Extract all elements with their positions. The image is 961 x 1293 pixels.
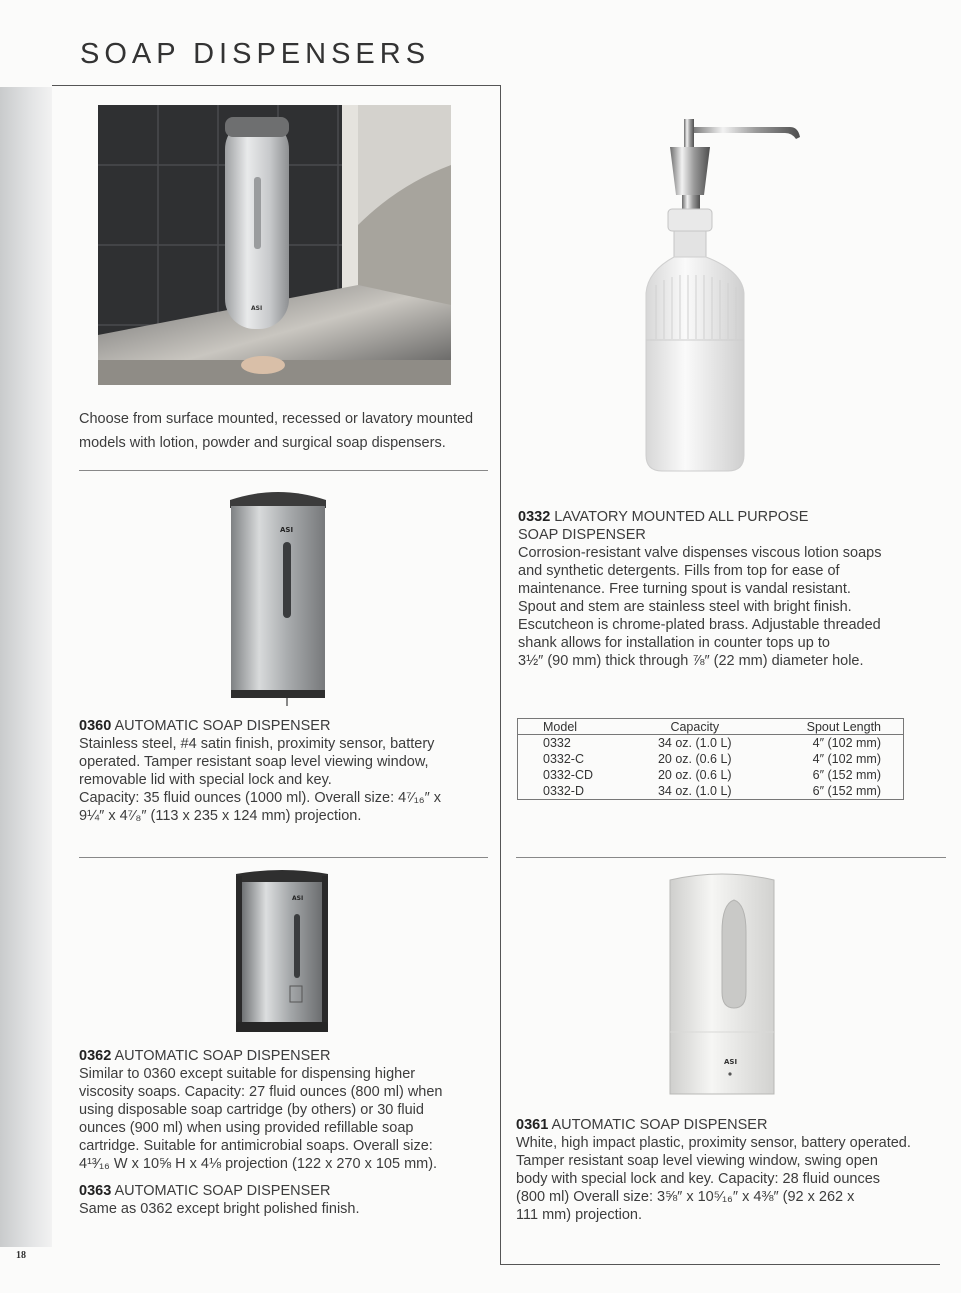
page-number: 18: [16, 1250, 26, 1261]
dispenser-0360-image: [228, 486, 328, 706]
product-0361-line: body with special lock and key. Capacity: 28 fluid ounces: [516, 1171, 881, 1187]
product-0332-line: shank allows for installation in counter tops up to: [518, 635, 830, 651]
product-0362-name: AUTOMATIC SOAP DISPENSER: [114, 1048, 331, 1064]
table-row: [518, 767, 904, 783]
product-0362-model: 0362: [79, 1048, 112, 1064]
table-cell: 34 oz. (1.0 L): [657, 735, 732, 750]
product-0362-line: viscosity soaps. Capacity: 27 fluid ounces (800 ml) when: [79, 1084, 443, 1100]
table-row: [518, 735, 904, 752]
product-0361-line: Tamper resistant soap level viewing window, swing open: [516, 1153, 878, 1169]
product-0332-heading: [518, 508, 938, 526]
product-0363-line: Same as 0362 except bright polished finish.: [79, 1201, 360, 1217]
spec-header-capacity: Capacity: [635, 719, 755, 735]
product-0332-line: Corrosion-resistant valve dispenses viscous lotion soaps: [518, 545, 882, 561]
product-0332-name-line2: SOAP DISPENSER: [518, 527, 646, 543]
table-cell: 0332: [543, 735, 571, 750]
product-0362-line: Similar to 0360 except suitable for dispensing higher: [79, 1066, 416, 1082]
table-cell: 0332-D: [543, 783, 584, 798]
product-0362-block: [79, 1047, 499, 1173]
column-divider: [500, 85, 501, 1265]
table-row: [518, 751, 904, 767]
product-0332-model: 0332: [518, 509, 551, 525]
bottom-rule: [500, 1264, 940, 1265]
product-0362-heading: [79, 1047, 499, 1065]
title-rule: [52, 85, 501, 86]
product-0332-line: Spout and stem are stainless steel with bright finish.: [518, 599, 852, 615]
product-0332-line: and synthetic detergents. Fills from top for ease of: [518, 563, 840, 579]
bathroom-installation-photo: [98, 105, 451, 385]
spec-header-model: Model: [518, 719, 635, 735]
product-0363-name: AUTOMATIC SOAP DISPENSER: [114, 1183, 331, 1199]
product-0332-line: Escutcheon is chrome-plated brass. Adjustable threaded: [518, 617, 881, 633]
table-cell: 6″ (152 mm): [812, 783, 881, 798]
product-0360-block: [79, 717, 499, 825]
spec-table-header-row: [518, 719, 904, 735]
product-0360-line: 9¼″ x 4⁷⁄₈″ (113 x 235 x 124 mm) projection.: [79, 808, 362, 824]
product-0361-heading: [516, 1116, 946, 1134]
product-0332-line: maintenance. Free turning spout is vandal resistant.: [518, 581, 851, 597]
product-0332-line: 3½″ (90 mm) thick through ⅞″ (22 mm) diameter hole.: [518, 653, 864, 669]
product-0361-block: [516, 1116, 946, 1224]
svg-text:ASI: ASI: [280, 526, 294, 534]
product-0332-block: [518, 508, 938, 670]
svg-text:ASI: ASI: [251, 305, 263, 312]
product-0360-line: removable lid with special lock and key.: [79, 772, 332, 788]
intro-paragraph: Choose from surface mounted, recessed or lavatory mounted models with lotion, powder and surgical soap dispensers.: [79, 411, 474, 451]
table-cell: 20 oz. (0.6 L): [657, 767, 732, 782]
product-0361-line: 111 mm) projection.: [516, 1207, 642, 1223]
intro-rule: [79, 470, 488, 471]
dispenser-0361-image: [664, 872, 780, 1098]
product-0362-line: ounces (900 ml) when using provided refillable soap: [79, 1120, 414, 1136]
product-0360-name: AUTOMATIC SOAP DISPENSER: [114, 718, 331, 734]
product-0361-model: 0361: [516, 1117, 549, 1133]
product-0363-model: 0363: [79, 1183, 112, 1199]
product-0361-line: (800 ml) Overall size: 3⅝″ x 10⁵⁄₁₆″ x 4⅜″ (92 x 262 x: [516, 1189, 855, 1205]
svg-text:ASI: ASI: [724, 1058, 738, 1066]
product-0362-line: using disposable soap cartridge (by others) or 30 fluid: [79, 1102, 424, 1118]
table-cell: 6″ (152 mm): [812, 767, 881, 782]
sidebar-gray-strip: [0, 87, 52, 1247]
table-cell: 0332-CD: [543, 767, 594, 782]
section-rule-left: [79, 857, 488, 858]
table-cell: 34 oz. (1.0 L): [657, 783, 732, 798]
product-0361-name: AUTOMATIC SOAP DISPENSER: [551, 1117, 768, 1133]
svg-text:ASI: ASI: [292, 895, 304, 902]
page-title: SOAP DISPENSERS: [80, 38, 431, 70]
table-cell: 0332-C: [543, 751, 584, 766]
product-0360-line: Capacity: 35 fluid ounces (1000 ml). Overall size: 4⁷⁄₁₆″ x: [79, 790, 442, 806]
table-row: [518, 783, 904, 800]
product-0363-block: [79, 1182, 499, 1218]
table-cell: 4″ (102 mm): [812, 751, 881, 766]
product-0361-line: White, high impact plastic, proximity sensor, battery operated.: [516, 1135, 911, 1151]
spec-table: [517, 718, 904, 800]
product-0362-line: 4¹³⁄₁₆ W x 10⅝ H x 4⅛ projection (122 x 270 x 105 mm).: [79, 1156, 438, 1172]
product-0360-model: 0360: [79, 718, 112, 734]
product-0360-line: Stainless steel, #4 satin finish, proximity sensor, battery: [79, 736, 435, 752]
dispenser-0362-image: [234, 868, 330, 1034]
table-cell: 20 oz. (0.6 L): [657, 751, 732, 766]
product-0360-heading: [79, 717, 499, 735]
spec-header-spout-length: Spout Length: [755, 719, 904, 735]
product-0360-line: operated. Tamper resistant soap level viewing window,: [79, 754, 429, 770]
product-0362-line: cartridge. Suitable for antimicrobial soaps. Overall size:: [79, 1138, 433, 1154]
product-0332-name: LAVATORY MOUNTED ALL PURPOSE: [554, 509, 809, 525]
lavatory-dispenser-image: [630, 115, 810, 480]
table-cell: 4″ (102 mm): [812, 735, 881, 750]
section-rule-right: [516, 857, 946, 858]
product-0363-heading: [79, 1182, 499, 1200]
